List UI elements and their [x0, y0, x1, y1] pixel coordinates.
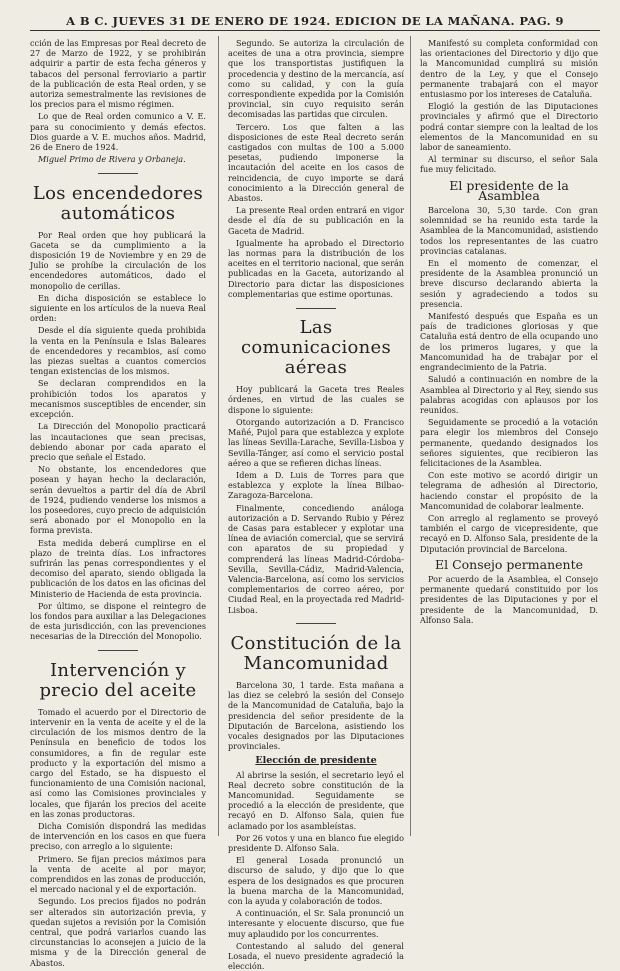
article-paragraph: Hoy publicará la Gaceta tres Reales órdenes, en virtud de las cuales se dispone lo siguiente: [228, 384, 404, 415]
headline-constitucion: Constitución de la Mancomunidad [230, 632, 402, 674]
article-paragraph: Tercero. Los que falten a las disposiciones de este Real decreto serán castigados con multas de 100 a 5.000 pesetas, pudiendo imponerse la incautación del aceite en los casos de reincidencia, de cuyo importe se dará conocimiento a la Dirección general de Abastos. [228, 121, 404, 204]
column-1 [30, 38, 206, 968]
article-paragraph: Desde el día siguiente queda prohibida la venta en la Península e Islas Baleares de encendedores y recambios, así como las piezas sueltas a cuantos comercios tengan existencias de los mismos. [30, 325, 206, 377]
article-paragraph: Por Real orden que hoy publicará la Gaceta se da cumplimiento a la disposición 19 de Noviembre y en 29 de Julio se prohíbe la circulación de los encendedores automáticos, dado el monopolio de cerillas. [30, 229, 206, 291]
column-divider [218, 36, 219, 836]
article-paragraph: Con este motivo se acordó dirigir un telegrama de adhesión al Directorio, haciendo constar el propósito de la Mancomunidad de colaborar lealmente. [420, 470, 598, 511]
article-paragraph: Barcelona 30, 1 tarde. Esta mañana a las diez se celebró la sesión del Consejo de la Mancomunidad de Cataluña, bajo la presidencia del señor presidente de la Diputación de Barcelona, asistiendo los vocales designados por las Diputaciones provinciales. [228, 679, 404, 752]
column-2 [228, 38, 404, 971]
article-paragraph: Manifestó su completa conformidad con las orientaciones del Directorio y dijo que la Mancomunidad cumplirá su misión dentro de la Ley, y que el Consejo permanente trabajará con el mayor entusiasmo por los intereses de Cataluña. [420, 38, 598, 100]
article-paragraph: Por 26 votos y una en blanco fue elegido presidente D. Alfonso Sala. [228, 832, 404, 853]
article-paragraph: Esta medida deberá cumplirse en el plazo de treinta días. Los infractores sufrirán las penas correspondientes y el decomiso del aparato, siendo obligada la publicación de los datos en las oficinas del Ministerio de Hacienda de esta provincia. [30, 537, 206, 599]
article-paragraph: En dicha disposición se establece lo siguiente en los artículos de la nueva Real orden: [30, 292, 206, 324]
article-paragraph: Idem a D. Luis de Torres para que establezca y explote la línea Bilbao-Zaragoza-Barcelona. [228, 469, 404, 501]
article-paragraph: Manifestó después que España es un país de tradiciones gloriosas y que Cataluña está dentro de ella ocupando uno de los primeros lugares, y que la Mancomunidad ha de trabajar por el engrandecimiento de la Patria. [420, 311, 598, 373]
signature: Miguel Primo de Rivera y Orbaneja. [38, 154, 186, 165]
article-paragraph: Primero. Se fijan precios máximos para la venta de aceite al por mayor, comprendidos en las zonas de producción, el mercado nacional y el de exportación. [30, 853, 206, 895]
header-rule [30, 30, 600, 31]
article-paragraph: Segundo. Se autoriza la circulación de aceites de una a otra provincia, siempre que los transportistas justifiquen la procedencia y destino de la mercancía, así como su calidad, y con la guía correspondiente expedida por la Comisión provincial, sin cuyo requisito serán decomisadas las partidas que circulen. [228, 38, 404, 120]
subheading-eleccion: Elección de presidente [255, 755, 377, 767]
column-3 [420, 38, 598, 838]
article-paragraph: Otorgando autorización a D. Francisco Mañé, Pujol para que establezca y explote las líneas Sevilla-Larache, Sevilla-Lisboa y Sevilla-Tánger, así como el servicio postal aéreo a que se refieren dichas líneas. [228, 416, 404, 468]
article-paragraph: Barcelona 30, 5,30 tarde. Con gran solemnidad se ha reunido esta tarde la Asamblea de la Mancomunidad, asistiendo todos los representantes de las cuatro provincias catalanas. [420, 205, 598, 256]
article-paragraph: En el momento de comenzar, el presidente de la Asamblea pronunció un breve discurso declarando abierta la sesión y agradeciendo a todos su presencia. [420, 258, 598, 309]
separator [228, 618, 404, 628]
article-paragraph: Lo que de Real orden comunico a V. E. para su conocimiento y demás efectos. Dios guarde a V. E. muchos años. Madrid, 26 de Enero de 1924. [30, 111, 206, 153]
article-paragraph: Tomado el acuerdo por el Directorio de intervenir en la venta de aceite y el de la circulación de los mismos dentro de la Península en beneficio de todos los consumidores, a fin de regular este producto y la exportación del mismo a cargo del Estado, se ha dispuesto el funcionamiento de una Comisión nacional, así como las Comisiones provinciales y locales, que fijarán los precios del aceite en las zonas productoras. [30, 706, 206, 819]
article-paragraph: El general Losada pronunció un discurso de saludo, y dijo que lo que espera de los designados es que procuren la buena marcha de la Mancomunidad, con la ayuda y colaboración de todos. [228, 855, 404, 907]
article-paragraph: No obstante, los encendedores que posean y hayan hecho la declaración, serán devueltos a partir del día de Abril de 1924, pudiendo venderse los mismos a los poseedores, cuyo precio de adquisición será abonado por el Monopolio en la forma prevista. [30, 464, 206, 536]
headline-encendedores: Los encendedores automáticos [32, 182, 204, 224]
article-paragraph: Contestando al saludo del general Losada, el nuevo presidente agradeció la elección. [228, 940, 404, 971]
article-paragraph: Por último, se dispone el reintegro de los fondos para auxiliar a las Delegaciones de esta jurisdicción, con las prevenciones necesarias de la Dirección del Monopolio. [30, 600, 206, 642]
article-paragraph: Al abrirse la sesión, el secretario leyó el Real decreto sobre constitución de la Mancomunidad. Seguidamente se procedió a la elección de presidente, que recayó en D. Alfonso Sala, quien fue aclamado por los asambleístas. [228, 769, 404, 831]
subheading-presidente: El presidente de la Asamblea [449, 177, 569, 203]
page-header: A B C. JUEVES 31 DE ENERO DE 1924. EDICION DE LA MAÑANA. PAG. 9 [66, 14, 564, 28]
article-paragraph: Por acuerdo de la Asamblea, el Consejo permanente quedará constituido por los presidentes de las Diputaciones y por el presidente de la Mancomunidad, D. Alfonso Sala. [420, 573, 598, 625]
article-paragraph: Igualmente ha aprobado el Directorio las normas para la distribución de los aceites en el territorio nacional, que serán publicadas en la Gaceta, autorizando al Directorio para dictar las disposiciones complementarias que estime oportunas. [228, 237, 404, 299]
separator [228, 302, 404, 312]
separator [30, 645, 206, 655]
article-paragraph: Al terminar su discurso, el señor Sala fue muy felicitado. [420, 154, 598, 175]
article-paragraph: cción de las Empresas por Real decreto de 27 de Marzo de 1922, y se prohibirán adquirir a partir de esta fecha géneros y tabacos del personal ferroviario a partir de la publicación de esta Real orden, y se autoriza semestralmente las revisiones de los precios para el mismo régimen. [30, 38, 206, 110]
article-paragraph: Con arreglo al reglamento se proveyó también el cargo de vicepresidente, que recayó en D. Alfonso Sala, presidente de la Diputación provincial de Barcelona. [420, 512, 598, 554]
separator [30, 167, 206, 177]
column-divider [410, 36, 411, 836]
article-paragraph: A continuación, el Sr. Sala pronunció un interesante y elocuente discurso, que fue muy aplaudido por los concurrentes. [228, 908, 404, 939]
article-paragraph: La Dirección del Monopolio practicará las incautaciones que sean precisas, debiendo abonar por cada aparato el precio que señale el Estado. [30, 421, 206, 462]
article-paragraph: Se declaran comprendidos en la prohibición todos los aparatos y mecanismos susceptibles de encender, sin excepción. [30, 378, 206, 420]
article-paragraph: Segundo. Los precios fijados no podrán ser alterados sin autorización previa, y quedan sujetos a revisión por la Comisión central, que podrá variarlos cuando las circunstancias lo aconsejen a juicio de la misma y de la Dirección general de Abastos. [30, 896, 206, 968]
headline-comunicaciones: Las comunicaciones aéreas [240, 317, 392, 379]
article-paragraph: La presente Real orden entrará en vigor desde el día de su publicación en la Gaceta de Madrid. [228, 205, 404, 236]
article-paragraph: Seguidamente se procedió a la votación para elegir los miembros del Consejo permanente, quedando designados los señores siguientes, que recibieron las felicitaciones de la Asamblea. [420, 417, 598, 468]
article-paragraph: Finalmente, concediendo análoga autorización a D. Servando Rubio y Pérez de Casas para establecer y explotar una línea de aviación comercial, que se servirá con aparatos de su propiedad y comprenderá las líneas Madrid-Córdoba-Sevilla, Sevilla-Cádiz, Madrid-Valencia, Valencia-Barcelona, así como los servicios complementarios de correo aéreo, por Ciudad Real, en la proyectada red Madrid-Lisboa. [228, 502, 404, 615]
article-paragraph: Elogió la gestión de las Diputaciones provinciales y afirmó que el Directorio podrá contar siempre con la lealtad de los elementos de la Mancomunidad en su labor de saneamiento. [420, 101, 598, 153]
subheading-consejo: El Consejo permanente [434, 556, 584, 572]
article-paragraph: Saludó a continuación en nombre de la Asamblea al Directorio y al Rey, siendo sus palabras acogidas con aplausos por los reunidos. [420, 374, 598, 415]
article-paragraph: Dicha Comisión dispondrá las medidas de intervención en los casos en que fuera preciso, con arreglo a lo siguiente: [30, 821, 206, 852]
headline-aceite: Intervención y precio del aceite [39, 659, 197, 701]
